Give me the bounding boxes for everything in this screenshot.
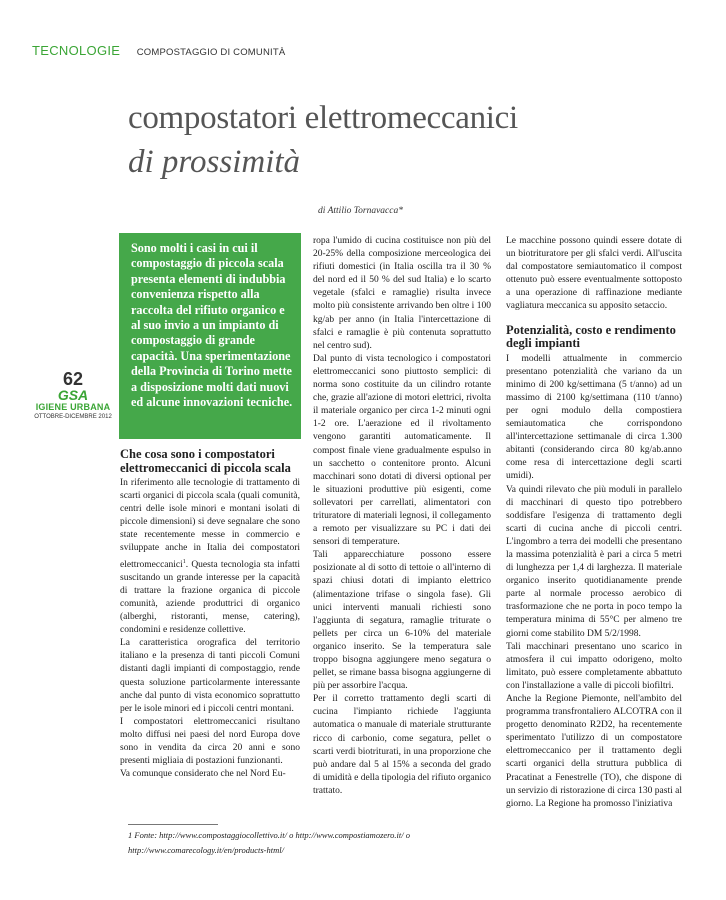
paragraph: Tali macchinari presentano uno scarico in atmosfera il cui impatto odorigeno, molto limitato, può essere completamente abbattuto con l'installazione a valle di piccoli biofiltri. bbox=[506, 641, 682, 691]
paragraph: La caratteristica orografica del territorio italiano e la presenza di tanti piccoli Comuni distanti dagli impianti di compostaggio, rende questa soluzione particolarmente interessante anche dal punto di vista economico soprattutto per le isole minori ed i piccoli centri montani. bbox=[120, 638, 300, 714]
paragraph: ropa l'umido di cucina costituisce non più del 20-25% della composizione merceologica dei rifiuti domestici (in Italia oscilla tra il 30 % del nord ed il 50 % del sud Italia) e lo scarto vegetale (sfalci e ramaglie) risulta invece molto più consistente arrivando ben oltre i 100 kg/ab per anno (in Italia l'intercettazione di sfalci e ramaglie è più contenuta soprattutto nel centro sud). bbox=[313, 236, 491, 351]
article-title-italic: di prossimità bbox=[128, 144, 301, 180]
page-number: 62 bbox=[62, 369, 84, 389]
column-3 bbox=[506, 235, 682, 811]
article-title: compostatori elettromeccanici bbox=[128, 100, 518, 136]
brand-logo: GSA bbox=[57, 387, 89, 403]
footnote-ref: 1 bbox=[182, 558, 186, 565]
paragraph: Le macchine possono quindi essere dotate di un biotrituratore per gli sfalci verdi. All'uscita dal compostatore semiautomatico il compost ottenuto può essere eventualmente sottoposto a una operazione di raffinazione mediante vagliatura meccanica su apposito setaccio. bbox=[506, 236, 682, 312]
issue-date: OTTOBRE-DICEMBRE 2012 bbox=[34, 414, 112, 420]
section-heading: Che cosa sono i compostatori elettromeccanici di piccola scala bbox=[120, 447, 291, 475]
paragraph: Va quindi rilevato che più moduli in parallelo di macchinari di questo tipo potrebbero soddisfare l'esigenza di trattamento degli scarti di cucina anche di piccoli centri. L'ingombro a terra dei modelli che presentano la massima potenzialità è pari a circa 5 metri di lunghezza per 1,4 di larghezza. Il materiale organico inserito quotidianamente prende parte al normale processo aerobico di trasformazione che ne porta in poco tempo la temperatura minima di 55°C per almeno tre giorni come stabilito DM 5/2/1998. bbox=[506, 484, 682, 639]
column-1 bbox=[120, 448, 300, 781]
footnote-line: http://www.comarecology.it/en/products-html/ bbox=[128, 845, 284, 855]
section-label: TECNOLOGIE bbox=[32, 43, 121, 58]
author-byline: di Attilio Tornavacca* bbox=[318, 206, 403, 216]
running-header bbox=[32, 42, 285, 60]
column-2 bbox=[313, 235, 491, 798]
magazine-name: IGIENE URBANA bbox=[35, 402, 111, 412]
paragraph: Tali apparecchiature possono essere posizionate al di sotto di tettoie o all'interno di spazi chiusi dotati di impianto elettrico (alimentazione trifase o singola fase). Gli unici interventi manuali richiesti sono l'aggiunta di segatura, ramaglie triturate o pellets per circa un 6-10% del materiale organico inserito. Se la temperatura sale troppo bisogna aggiungere meno segatura o pellet, se rimane bassa bisogna aggiungerne di più per assorbire l'acqua. bbox=[313, 550, 491, 692]
paragraph: Per il corretto trattamento degli scarti di cucina l'impianto richiede l'aggiunta automatica o manuale di materiale strutturante ricco di carbonio, come segatura, pellet o scarti verdi biotriturati, in una proporzione che può andare dal 5 al 15% a seconda del grado di umidità e della tipologia del rifiuto organico trattato. bbox=[313, 694, 491, 796]
footnote-line: 1 Fonte: http://www.compostaggiocollettivo.it/ o http://www.compostiamozero.it/ o bbox=[128, 830, 410, 840]
section-heading: Potenzialità, costo e rendimento degli impianti bbox=[506, 322, 676, 351]
paragraph: I modelli attualmente in commercio presentano potenzialità che variano da un minimo di 200 kg/settimana (5 t/anno) ad un massimo di 2100 kg/settimana (110 t/anno) per ogni modulo della compostiera semiautomatica che corrispondono all'intercettazione settimanale di circa 1.300 abitanti (considerando circa 80 kg/ab.anno come resa di intercettazione degli scarti umidi). bbox=[506, 353, 682, 482]
paragraph: In riferimento alle tecnologie di trattamento di scarti organici di piccola scala (quali comunità, centri delle isole minori e montani isolati di piccole dimensioni) si deve segnalare che sono state recentemente messe in commercio e sviluppate anche in Italia dei compostatori elettromeccanici$^1$. Questa tecnologia sta infatti suscitando un grande interesse per la capacità di trattare la frazione organica di piccole comunità, aziende produttrici di organico (alberghi, ristoranti, mense, catering), condomini e residenze collettive. bbox=[120, 478, 300, 636]
lead-box bbox=[119, 233, 301, 439]
subsection-label: COMPOSTAGGIO DI COMUNITÀ bbox=[136, 47, 286, 58]
paragraph: I compostatori elettromeccanici risultano molto diffusi nei paesi del nord Europa dove sono in vendita da circa 20 anni e sono presenti migliaia di postazioni funzionanti. bbox=[120, 716, 300, 767]
paragraph: Dal punto di vista tecnologico i compostatori elettromeccanici sono piuttosto semplici: di norma sono costituite da un cilindro rotante che, grazie all'azione di motori elettrici, rivolta il materiale organico per circa 1-2 minuti ogni 1-2 ore. L'aerazione ed il rivoltamento vengono garantiti automaticamente. Il compost finale viene gradualmente espulso in un sacchetto o contenitore pronto. Alcuni macchinari sono dotati di diversi optional per le situazioni produttive più esigenti, come sollevatori per carrellati, alimentatori con trituratore di materiali legnosi, il collegamento a remoto per visualizzare su PC i dati dei sensori di temperature. bbox=[313, 353, 491, 548]
footnote bbox=[128, 828, 428, 858]
lead-text: Sono molti i casi in cui il compostaggio di piccola scala presenta elementi di indubbia convenienza rispetto alla raccolta del rifiuto organico e al suo invio a un impianto di compostaggio di grande capacità. Una sperimentazione della Provincia di Torino mette a disposizione molti dati nuovi ed alcune innovazioni tecniche. bbox=[131, 241, 293, 410]
paragraph: Va comunque considerato che nel Nord Eu- bbox=[120, 769, 286, 780]
issue-marker bbox=[28, 370, 118, 422]
paragraph: Anche la Regione Piemonte, nell'ambito del programma transfrontaliero ALCOTRA con il progetto denominato R2D2, ha recentemente sperimentato l'utilizzo di un compostatore elettromeccanico per il trattamento degli scarti organici della struttura pubblica di Pracatinat a Fenestrelle (TO), che dispone di un servizio di ristorazione di circa 130 pasti al giorno. La Regione ha promosso l'iniziativa bbox=[506, 694, 682, 809]
footnote-divider bbox=[128, 824, 218, 825]
